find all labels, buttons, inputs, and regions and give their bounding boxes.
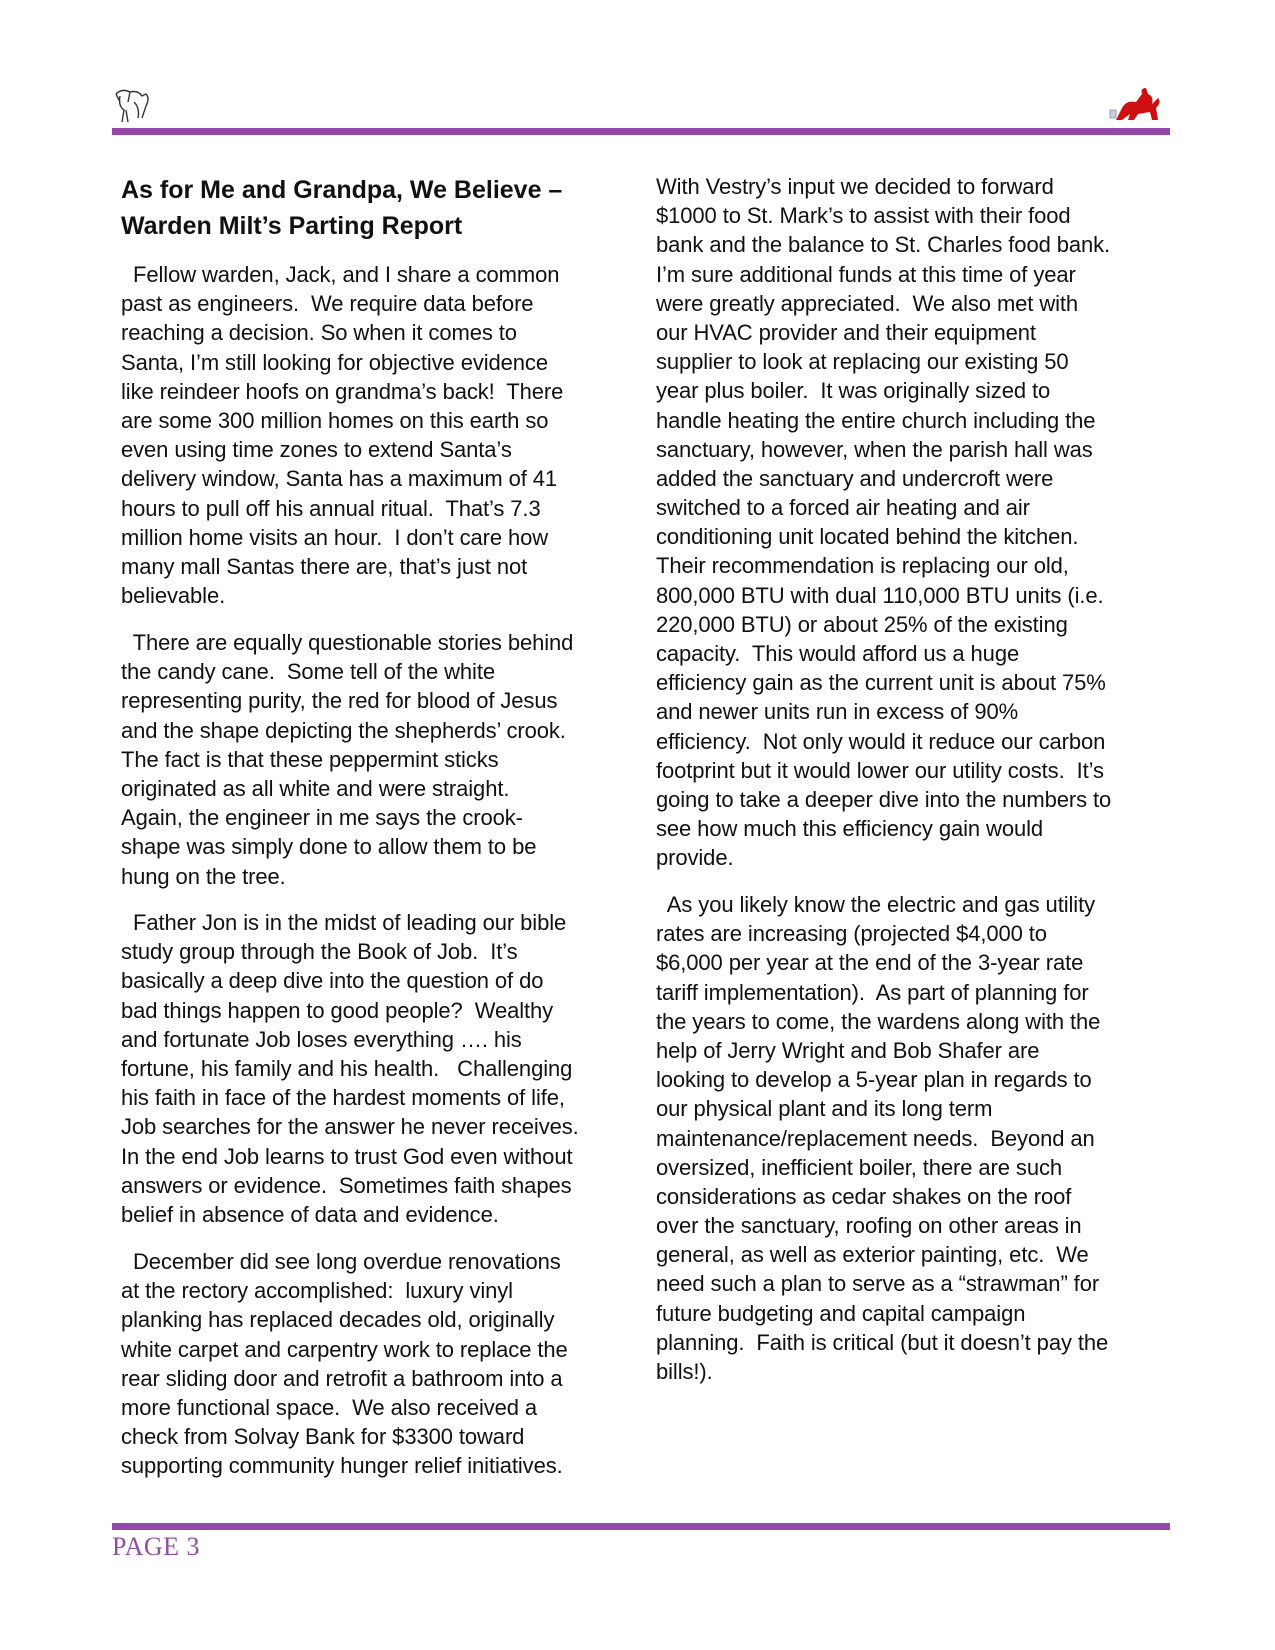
text-line: at the rectory accomplished: luxury vinyl	[121, 1278, 513, 1304]
text-line: supporting community hunger relief initiatives.	[121, 1453, 563, 1479]
text-line: and newer units run in excess of 90%	[656, 699, 1019, 725]
text-line: Santa, I’m still looking for objective evidence	[121, 349, 548, 375]
text-line: going to take a deeper dive into the numbers to	[656, 786, 1112, 812]
text-line: fortune, his family and his health. Challenging	[121, 1055, 573, 1081]
text-line: our physical plant and its long term	[656, 1096, 993, 1122]
text-line: future budgeting and capital campaign	[656, 1300, 1026, 1326]
text-line: Their recommendation is replacing our old,	[656, 553, 1069, 579]
red-lion-icon	[1108, 86, 1164, 124]
text-line: capacity. This would afford us a huge	[656, 641, 1020, 666]
text-line: tariff implementation). As part of planning for	[656, 979, 1089, 1005]
text-line: basically a deep dive into the question of do	[121, 968, 544, 994]
text-line: conditioning unit located behind the kitchen.	[656, 524, 1079, 550]
text-line: supplier to look at replacing our existing 50	[656, 349, 1069, 375]
text-line: added the sanctuary and undercroft were	[656, 465, 1054, 491]
text-line: even using time zones to extend Santa’s	[121, 437, 512, 463]
text-line: oversized, inefficient boiler, there are such	[656, 1154, 1062, 1180]
text-line: planning. Faith is critical (but it doesn’t pay the	[656, 1329, 1109, 1355]
text-line: more functional space. We also received a	[121, 1394, 538, 1420]
text-line: footprint but it would lower our utility costs. It’s	[656, 757, 1104, 783]
text-line: Father Jon is in the midst of leading our bible	[121, 910, 567, 935]
text-line: white carpet and carpentry work to replace the	[121, 1336, 568, 1362]
text-line: maintenance/replacement needs. Beyond an	[656, 1125, 1095, 1151]
text-line: many mall Santas there are, that’s just not	[121, 553, 528, 579]
text-line: In the end Job learns to trust God even without	[121, 1143, 573, 1169]
text-line: provide.	[656, 845, 734, 871]
text-line: December did see long overdue renovations	[121, 1249, 561, 1274]
text-line: and fortunate Job loses everything …. his	[121, 1026, 522, 1052]
text-line: belief in absence of data and evidence.	[121, 1201, 499, 1227]
text-line: efficiency gain as the current unit is about 75%	[656, 670, 1106, 696]
text-line: considerations as cedar shakes on the roof	[656, 1183, 1072, 1209]
text-line: were greatly appreciated. We also met with	[656, 290, 1079, 316]
text-line: 800,000 BTU with dual 110,000 BTU units (i.e.	[656, 582, 1104, 608]
text-line: efficiency. Not only would it reduce our carbon	[656, 728, 1106, 754]
text-line: I’m sure additional funds at this time of year	[656, 261, 1076, 287]
paragraph	[656, 172, 1111, 873]
text-line: study group through the Book of Job. It’s	[121, 939, 518, 965]
paragraph	[121, 628, 573, 891]
text-line: hung on the tree.	[121, 863, 286, 889]
text-line: Again, the engineer in me says the crook-	[121, 805, 523, 831]
text-line: need such a plan to serve as a “strawman” for	[656, 1271, 1100, 1297]
text-line: bills!).	[656, 1359, 713, 1384]
text-line: sanctuary, however, when the parish hall was	[656, 436, 1093, 462]
text-line: our HVAC provider and their equipment	[656, 319, 1036, 345]
paragraph	[121, 908, 579, 1229]
text-line: Fellow warden, Jack, and I share a common	[121, 262, 560, 287]
text-line: delivery window, Santa has a maximum of 41	[121, 466, 558, 492]
text-line: bank and the balance to St. Charles food bank.	[656, 232, 1111, 258]
paragraph	[121, 1247, 568, 1481]
text-line: switched to a forced air heating and air	[656, 495, 1030, 521]
header-rule	[112, 128, 1170, 135]
paragraph	[121, 260, 563, 610]
text-line: help of Jerry Wright and Bob Shafer are	[656, 1037, 1040, 1063]
text-line: are some 300 million homes on this earth so	[121, 407, 549, 433]
text-line: With Vestry’s input we decided to forward	[656, 174, 1054, 199]
text-line: As you likely know the electric and gas utility	[656, 892, 1095, 917]
title-line: Warden Milt’s Parting Report	[121, 212, 463, 240]
text-line: handle heating the entire church including the	[656, 407, 1096, 433]
text-line: hours to pull off his annual ritual. That’s 7.3	[121, 495, 541, 521]
text-line: past as engineers. We require data before	[121, 291, 534, 317]
text-line: rates are increasing (projected $4,000 to	[656, 921, 1047, 947]
text-line: originated as all white and were straight.	[121, 775, 510, 801]
text-line: There are equally questionable stories behind	[121, 630, 574, 655]
title-line: As for Me and Grandpa, We Believe –	[121, 176, 563, 204]
page-number: PAGE 3	[112, 1532, 201, 1561]
text-line: bad things happen to good people? Wealthy	[121, 997, 554, 1023]
text-line: representing purity, the red for blood of Jesus	[121, 688, 558, 714]
text-line: looking to develop a 5-year plan in regards to	[656, 1067, 1092, 1093]
text-line: planking has replaced decades old, originally	[121, 1307, 555, 1333]
text-line: his faith in face of the hardest moments of life,	[121, 1085, 565, 1111]
text-line: the candy cane. Some tell of the white	[121, 659, 495, 685]
text-line: believable.	[121, 583, 226, 609]
text-line: reaching a decision. So when it comes to	[121, 320, 517, 346]
text-line: and the shape depicting the shepherds’ crook.	[121, 717, 566, 743]
text-line: rear sliding door and retrofit a bathroom into a	[121, 1365, 563, 1391]
footer-rule	[112, 1523, 1170, 1530]
text-line: year plus boiler. It was originally sized to	[656, 378, 1051, 404]
text-line: $6,000 per year at the end of the 3-year rate	[656, 950, 1084, 976]
text-line: see how much this efficiency gain would	[656, 816, 1044, 842]
lion-sketch-icon	[112, 88, 154, 124]
text-line: like reindeer hoofs on grandma’s back! There	[121, 378, 564, 404]
text-line: answers or evidence. Sometimes faith shapes	[121, 1172, 572, 1198]
text-line: Job searches for the answer he never receives.	[121, 1114, 579, 1140]
text-line: check from Solvay Bank for $3300 toward	[121, 1424, 525, 1450]
text-line: $1000 to St. Mark’s to assist with their food	[656, 203, 1071, 229]
text-line: general, as well as exterior painting, etc. We	[656, 1242, 1089, 1268]
text-line: million home visits an hour. I don’t care how	[121, 524, 549, 550]
paragraph	[656, 890, 1108, 1386]
article-title	[121, 172, 562, 244]
text-line: shape was simply done to allow them to be	[121, 834, 537, 860]
text-line: over the sanctuary, roofing on other areas in	[656, 1213, 1082, 1239]
text-line: the years to come, the wardens along with the	[656, 1008, 1101, 1034]
text-line: 220,000 BTU) or about 25% of the existing	[656, 611, 1068, 637]
text-line: The fact is that these peppermint sticks	[121, 746, 499, 772]
